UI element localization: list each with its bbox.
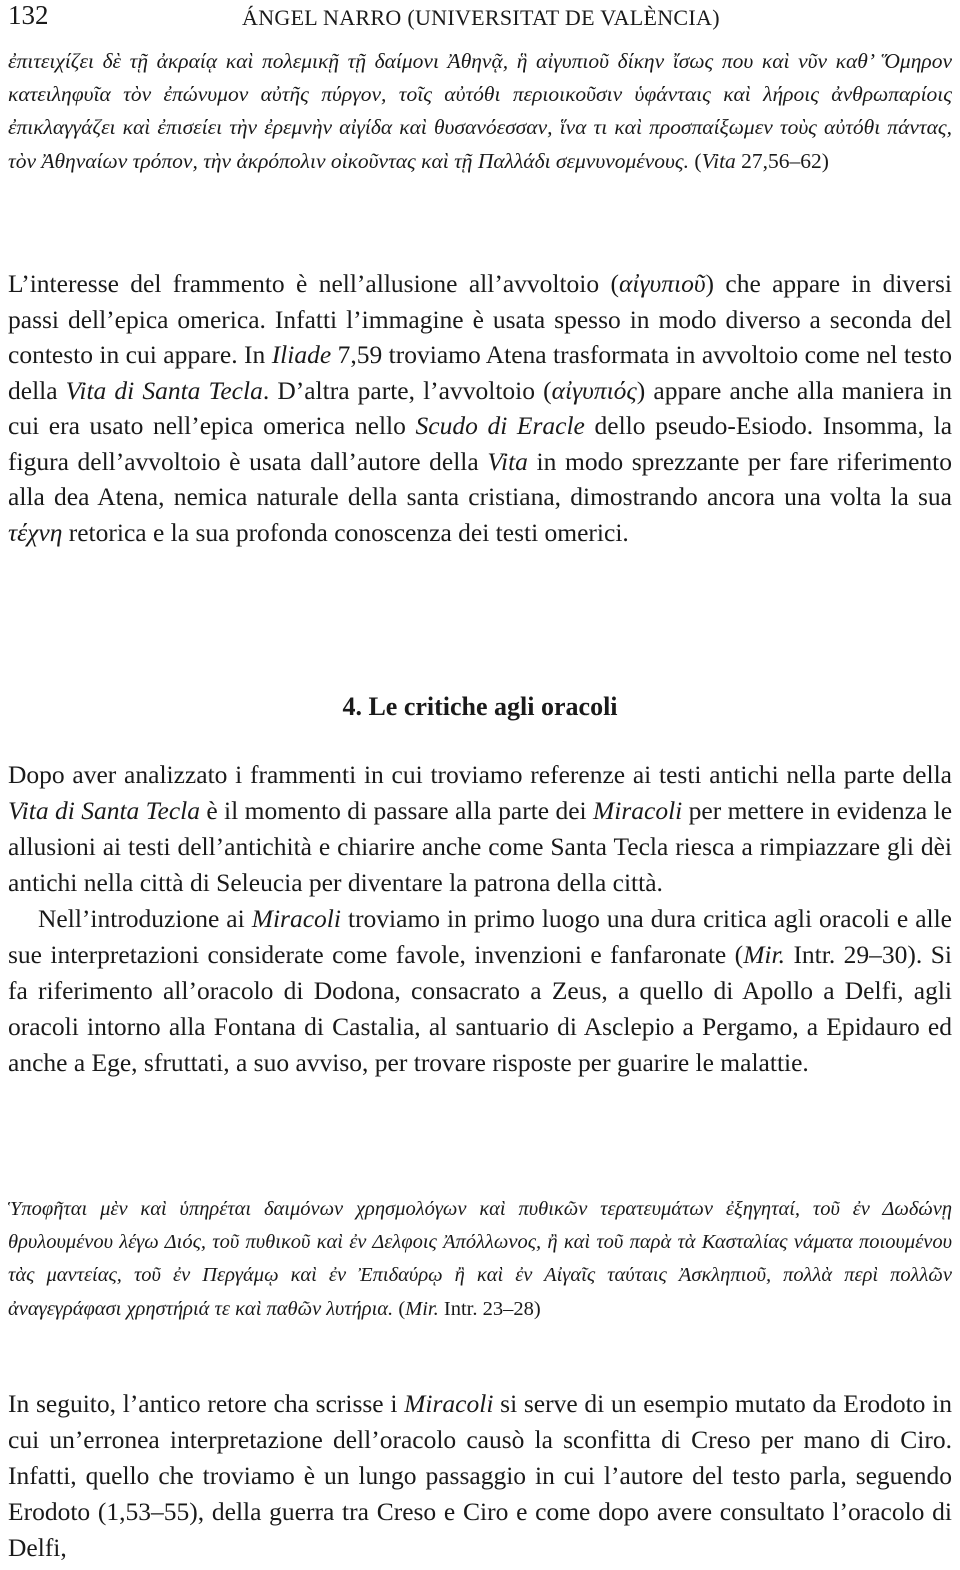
greek-text: ἐπιτειχίζει δὲ τῇ ἀκραίᾳ καὶ πολεμικῇ τῇ δαίμονι Ἀθηνᾷ, ἣ αἰγυπιοῦ δίκην ἴσως που καὶ νῦν καθ’ Ὅμηρον κατειληφυῖα τὸν ἐπώνυμον αὐτῆς πύργον, τοῖς αὐτόθι περιοικοῦσιν ὑφάνταις καὶ λήροις ἀνθρωπαρίοις ἐπικλαγγάζει καὶ ἐπισείει τὴν ἐρεμνὴν αἰγίδα καὶ θυσανόεσσαν, ἵνα τι καὶ προσπαίξωμεν τοὺς αὐτόθι πάντας, τὸν Ἀθηναίων τρόπον, τὴν ἀκρόπολιν οἰκοῦντας καὶ τῇ Παλλάδι σεμνυνομένους. [8,49,952,173]
work-title: Miracoli [593,796,683,825]
text-run: Intr. 29–30). Si fa riferimento all’oracolo di Dodona, consacrato a Zeus, a quello di Apollo a Delfi, agli oracoli intorno alla Fontana di Castalia, al santuario di Asclepio a Pergamo, a Epidauro ed anche a Ege, sfruttati, a suo avviso, per trovare risposte per guarire le malattie. [8,940,953,1077]
work-title: Scudo di Eracle [415,411,585,440]
greek-text: Ὑποφῆται μὲν καὶ ὑπηρέται δαιμόνων χρησμολόγων καὶ πυθικῶν τερατευμάτων ἐξηγηταί, τοῦ ἐν Δωδώνῃ θρυλουμένου λέγω Διός, τοῦ πυθικοῦ καὶ ἐν Δελφοις Ἀπόλλωνος, ἢ καὶ τοῦ παρὰ τὰ Κασταλίας νάματα ποιουμένου τὰς μαντείας, τοῦ ἐν Περγάμῳ καὶ ἐν Ἐπιδαύρῳ ἢ καὶ ἐν Αἰγαῖς ταύταις Ἀσκληπιοῦ, πολλὰ περὶ πολλῶν ἀναγεγράφασι χρηστήριά τε καὶ παθῶν λυτήρια. [8,1198,952,1320]
text-run: Dopo aver analizzato i frammenti in cui troviamo referenze ai testi antichi nella parte della [8,760,952,789]
work-title: Vita di Santa Tecla [65,375,263,405]
citation-work: Vita [701,148,736,173]
paragraph-intro [8,757,952,901]
page-number: 132 [8,0,49,30]
paragraph-croesus [8,1386,952,1566]
text-run: dello pseudo-Esiodo. Insomma, la figura dell’avvoltoio è usata dall’autore della [8,411,953,476]
text-run: in modo sprezzante per fare riferimento alla dea Atena, nemica naturale della santa cristiana, dimostrando ancora una volta la sua [8,446,952,511]
work-title: Vita di Santa Tecla [8,796,200,825]
work-title: Iliade [271,340,332,369]
page-header [8,0,952,36]
paragraph-vulture [8,266,952,550]
paragraph-oracles [8,901,952,1081]
text-run: ) appare anche alla maniera in cui era usato nell’epica omerica nello [8,375,952,440]
text-run: è il momento di passare alla parte dei [199,796,594,825]
citation-open: ( [398,1297,406,1320]
text-run: per mettere in evidenza le allusioni ai testi dell’antichità e chiarire anche come Santa Tecla riesca a rimpiazzare gli dèi antichi nella città di Seleucia per diventare la patrona della città. [8,796,953,897]
text-run: si serve di un esempio mutato da Erodoto in cui un’erronea interpretazione dell’oracolo causò la sconfitta di Creso per mano di Ciro. Infatti, quello che troviamo è un lungo passaggio in cui l’autore del testo parla, seguendo Erodoto (1,53–55), della guerra tra Creso e Ciro e come dopo avere consultato l’oracolo di Delfi, [8,1389,952,1562]
greek-word: αἰγυπιοῦ [618,269,706,298]
section-heading: 4. Le critiche agli oracoli [342,692,618,721]
citation-rest: Intr. 23–28) [438,1297,541,1320]
text-run: In seguito, l’antico retore cha scrisse i [8,1389,405,1418]
greek-quotation-vita [8,45,952,178]
citation-work: Mir. [405,1297,439,1320]
greek-word: αἰγυπιός [551,375,637,405]
text-run: 7,59 troviamo Atena trasformata in avvoltoio come nel testo della [8,340,953,405]
text-run: Nell’introduzione ai [38,904,252,933]
work-title: Mir. [743,940,785,969]
text-run: L’interesse del frammento è nell’allusione all’avvoltoio ( [8,269,619,298]
text-run: . D’altra parte, l’avvoltoio ( [262,375,552,405]
citation-rest: 27,56–62) [735,148,829,173]
running-head: ÁNGEL NARRO (UNIVERSITAT DE VALÈNCIA) [242,5,720,30]
text-run: retorica e la sua profonda conoscenza dei testi omerici. [62,517,629,547]
text-run: troviamo in primo luogo una dura critica agli oracoli e alle sue interpretazioni considerate come favole, invenzioni e fanfaronate ( [8,904,952,969]
work-title: Miracoli [251,904,341,933]
work-title: Miracoli [404,1389,494,1418]
greek-word: τέχνη [8,517,63,547]
greek-quotation-miracoli [8,1193,952,1326]
text-run: ) che appare in diversi passi dell’epica omerica. Infatti l’immagine è usata spesso in modo diverso a seconda del contesto in cui appare. In [8,269,952,369]
work-title: Vita [487,446,528,476]
section-body [8,757,952,1081]
citation-open: ( [694,148,702,173]
